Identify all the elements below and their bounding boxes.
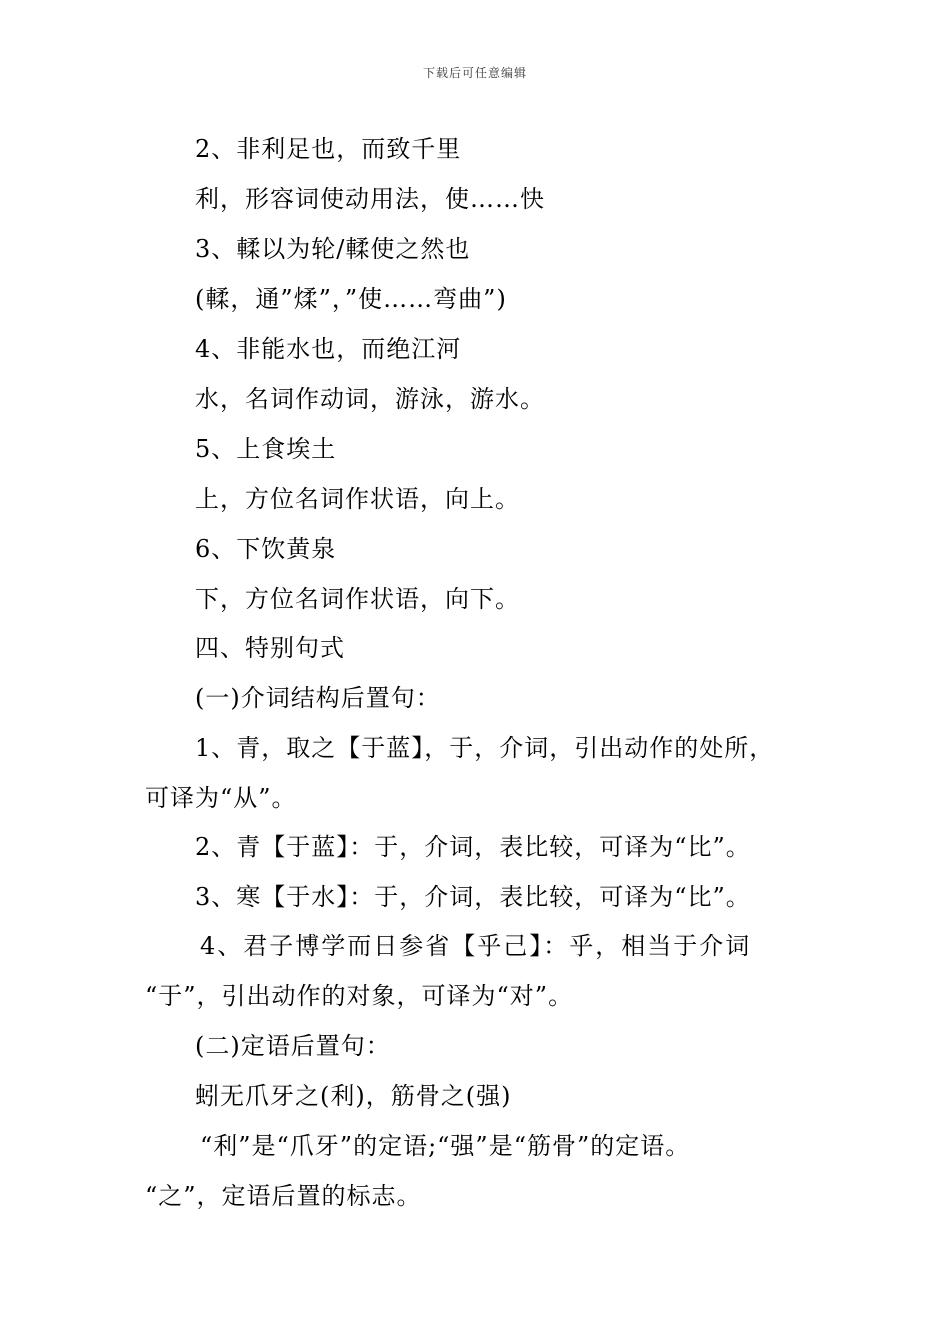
text-line: (輮，通”煣”，”使……弯曲”) — [195, 285, 507, 313]
text-line: 上，方位名词作状语，向上。 — [195, 485, 520, 513]
text-line: “之”，定语后置的标志。 — [145, 1182, 422, 1210]
text-line: 4、非能水也，而绝江河 — [195, 335, 462, 363]
text-line: “利”是“爪牙”的定语;“强”是“筋骨”的定语。 — [200, 1132, 691, 1160]
text-line: 6、下饮黄泉 — [195, 535, 337, 563]
text-line: 5、上食埃土 — [195, 435, 337, 463]
page-header: 下载后可任意编辑 — [422, 66, 527, 80]
subsection-heading: (二)定语后置句： — [195, 1032, 391, 1060]
text-line: 1、青，取之【于蓝】，于，介词，引出动作的处所， — [195, 734, 775, 762]
text-line: 利，形容词使动用法，使……快 — [195, 185, 545, 213]
text-line: 下，方位名词作状语，向下。 — [195, 585, 520, 613]
text-line: 水，名词作动词，游泳，游水。 — [195, 385, 545, 413]
text-line: 3、寒【于水】：于，介词，表比较，可译为“比”。 — [195, 883, 751, 911]
text-line: 4、君子博学而日参省【乎己】：乎，相当于介词 — [200, 932, 752, 960]
text-line: “于”，引出动作的对象，可译为“对”。 — [145, 982, 574, 1010]
text-line: 2、非利足也，而致千里 — [195, 135, 462, 163]
subsection-heading: (一)介词结构后置句： — [195, 684, 441, 712]
text-line: 可译为“从”。 — [145, 784, 297, 812]
text-line: 3、輮以为轮/輮使之然也 — [195, 235, 471, 263]
section-heading: 四、特别句式 — [195, 634, 345, 662]
text-line: 蚓无爪牙之(利)，筋骨之(强) — [195, 1082, 512, 1110]
text-line: 2、青【于蓝】：于，介词，表比较，可译为“比”。 — [195, 833, 751, 861]
